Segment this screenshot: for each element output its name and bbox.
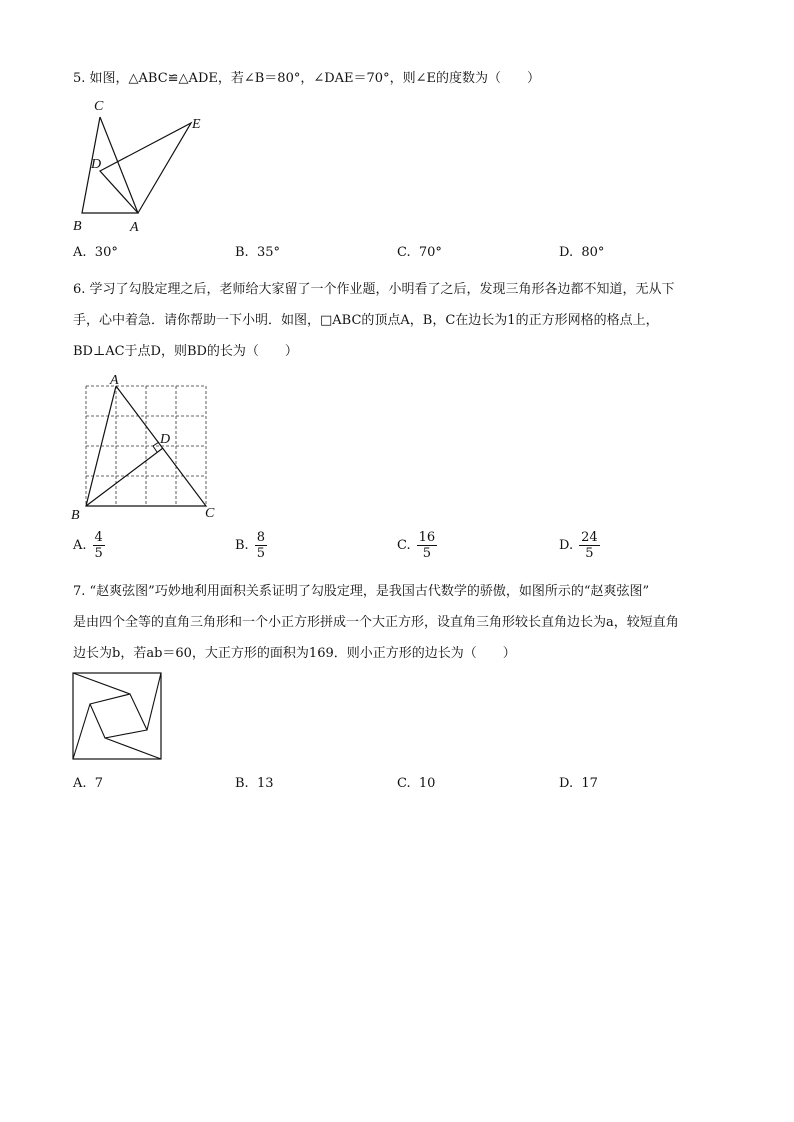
q7-option-d[interactable]: D. 17 <box>559 776 598 791</box>
inner-triangles <box>73 673 161 759</box>
q7-zhao-shuang-figure <box>72 672 164 762</box>
q6-stem-line3: BD⊥AC于点D，则BD的长为（ ） <box>73 344 298 359</box>
segment-bd <box>86 448 163 506</box>
q7-stem-line3: 边长为b，若ab＝60，大正方形的面积为169．则小正方形的边长为（ ） <box>73 646 516 661</box>
q5-option-c[interactable]: C. 70° <box>397 245 442 260</box>
q5-option-a[interactable]: A. 30° <box>73 245 118 260</box>
q5-figure <box>70 95 210 235</box>
fraction: $\frac{4}{5}$ <box>94 530 103 561</box>
q5-option-b[interactable]: B. 35° <box>235 245 280 260</box>
q6-stem-line1: 6. 学习了勾股定理之后，老师给大家留了一个作业题，小明看了之后，发现三角形各边都不知道，无从下 <box>73 282 675 297</box>
q5-option-d[interactable]: D. 80° <box>559 245 605 260</box>
label-c: C <box>205 506 215 521</box>
grid-lines <box>86 386 206 506</box>
triangle-ade <box>100 123 191 213</box>
label-c: C <box>94 99 104 114</box>
label-e: E <box>192 117 201 132</box>
right-angle-mark <box>153 442 159 452</box>
label-b: B <box>71 508 80 523</box>
fraction: $\frac{8}{5}$ <box>256 530 265 561</box>
label-d: D <box>91 157 102 172</box>
q6-option-d[interactable]: D. $\frac{24}{5}$ <box>559 530 598 561</box>
fraction: $\frac{16}{5}$ <box>418 530 436 561</box>
q6-figure <box>68 370 228 525</box>
label-a: A <box>130 220 139 235</box>
q5-stem: 5. 如图，△ABC≌△ADE，若∠B＝80°，∠DAE＝70°，则∠E的度数为（ ） <box>73 71 540 86</box>
q6-option-b[interactable]: B. $\frac{8}{5}$ <box>235 530 265 561</box>
label-a: A <box>110 373 119 388</box>
q6-option-a[interactable]: A. $\frac{4}{5}$ <box>73 530 103 561</box>
q7-option-c[interactable]: C. 10 <box>397 776 436 791</box>
q7-stem-line1: 7. “赵爽弦图”巧妙地利用面积关系证明了勾股定理，是我国古代数学的骄傲，如图所示的“赵爽弦图” <box>73 584 650 599</box>
q7-stem-line2: 是由四个全等的直角三角形和一个小正方形拼成一个大正方形，设直角三角形较长直角边长为a，较短直角 <box>73 615 679 630</box>
label-b: B <box>73 219 82 234</box>
q6-option-c[interactable]: C. $\frac{16}{5}$ <box>397 530 436 561</box>
small-square <box>90 694 147 738</box>
q6-stem-line2: 手，心中着急．请你帮助一下小明．如图，□ABC的顶点A，B，C在边长为1的正方形网格的格点上， <box>73 313 659 328</box>
fraction: $\frac{24}{5}$ <box>581 530 598 561</box>
q7-option-b[interactable]: B. 13 <box>235 776 274 791</box>
q7-option-a[interactable]: A. 7 <box>73 776 104 791</box>
label-d: D <box>160 432 171 447</box>
